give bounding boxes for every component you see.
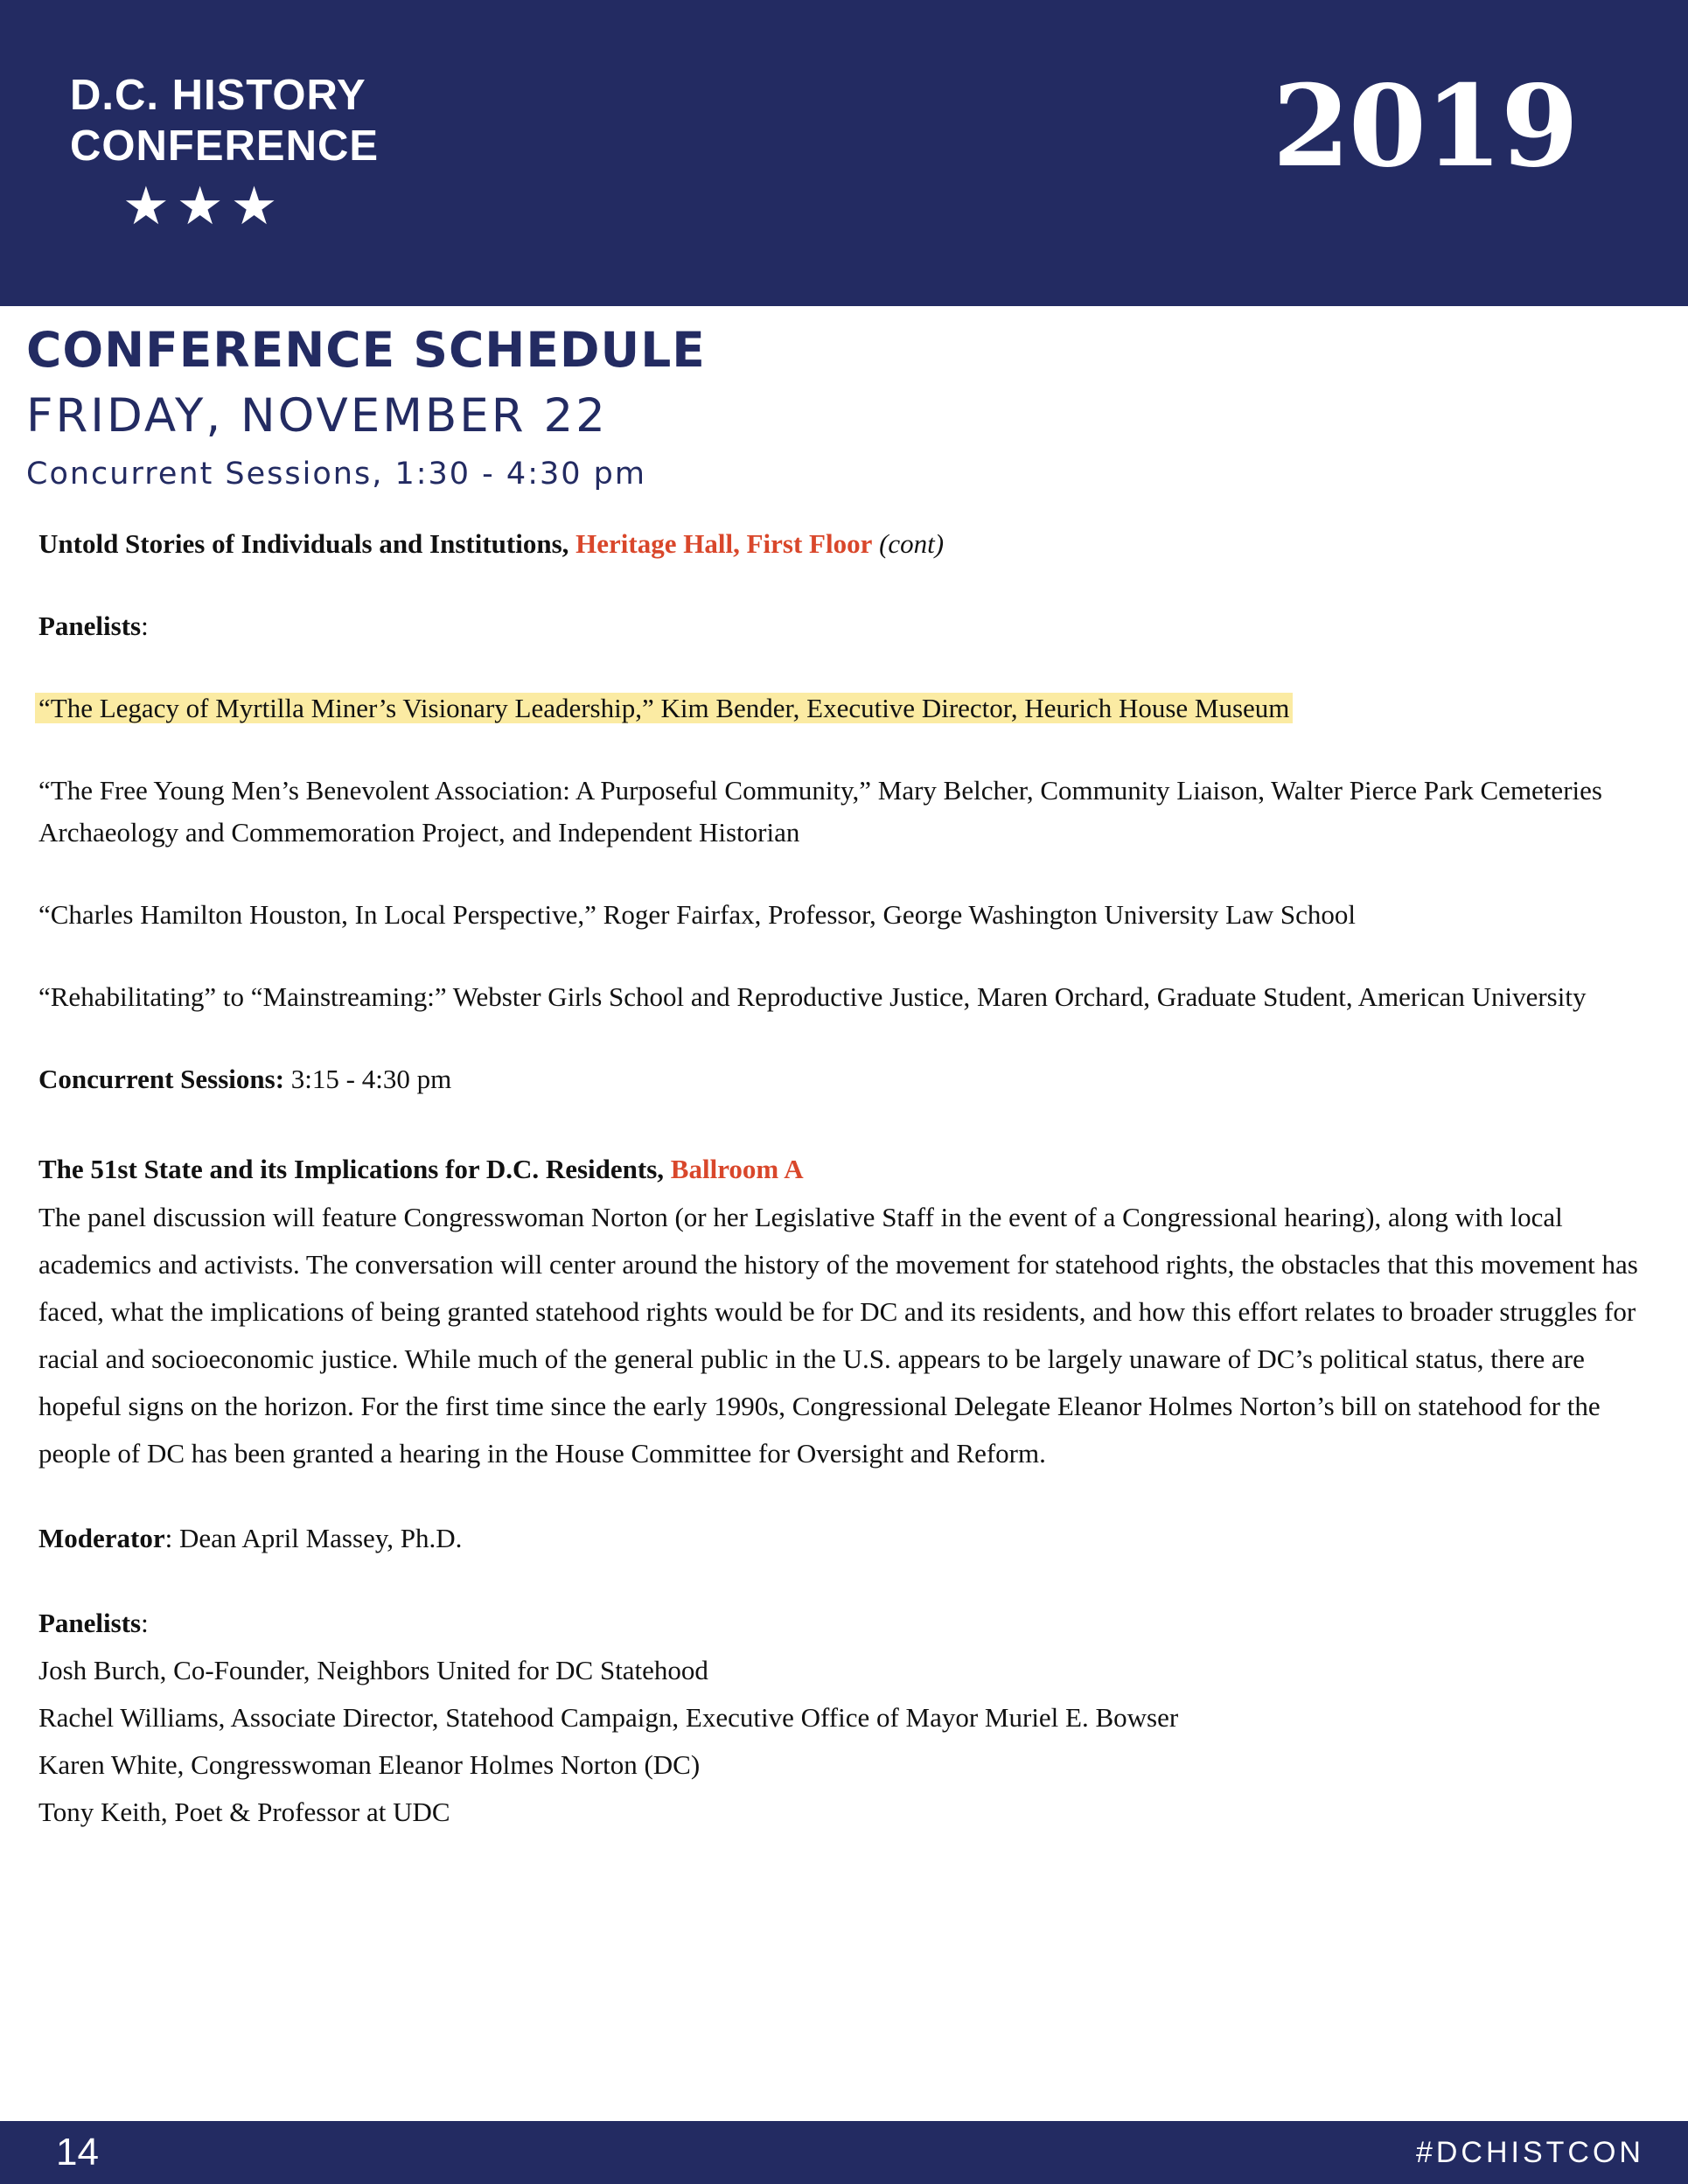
- panelist-entry: [38, 687, 1648, 729]
- footer-bar: [0, 2121, 1688, 2184]
- list-item: Karen White, Congresswoman Eleanor Holmes Norton (DC): [38, 1749, 701, 1780]
- hashtag: #DCHISTCON: [1415, 2136, 1644, 2169]
- list-item: Josh Burch, Co-Founder, Neighbors United for DC Statehood: [38, 1655, 708, 1685]
- list-item: Rachel Williams, Associate Director, Statehood Campaign, Executive Office of Mayor Muriel E. Bowser: [38, 1702, 1179, 1733]
- panelists-list: [38, 1600, 1648, 1836]
- session-heading: [38, 523, 1648, 565]
- conference-logo: [70, 70, 379, 233]
- panelist-entry: “The Free Young Men’s Benevolent Association: A Purposeful Community,” Mary Belcher, Community Liaison, Walter Pierce Park Cemeteries Archaeology and Commemoration Project, and Independent Historian: [38, 775, 1602, 848]
- schedule-titles: [26, 319, 706, 496]
- session-location: Ballroom A: [670, 1154, 804, 1184]
- stars-icon: ★★★: [122, 177, 285, 235]
- session-location: Heritage Hall, First Floor: [575, 528, 873, 559]
- highlighted-text: “The Legacy of Myrtilla Miner’s Visionary Leadership,” Kim Bender, Executive Director, Heurich House Museum: [35, 693, 1293, 723]
- year-title: 2019: [1272, 61, 1577, 192]
- session-title: Untold Stories of Individuals and Institutions,: [38, 528, 576, 559]
- page-number: 14: [56, 2131, 99, 2174]
- logo-line-2: CONFERENCE: [70, 122, 380, 170]
- panelist-entry: “Rehabilitating” to “Mainstreaming:” Webster Girls School and Reproductive Justice, Maren Orchard, Graduate Student, American University: [38, 981, 1587, 1012]
- logo-line-1: D.C. HISTORY: [70, 72, 366, 119]
- page-title: CONFERENCE SCHEDULE: [26, 322, 706, 378]
- sessions-subheading: Concurrent Sessions, 1:30 - 4:30 pm: [26, 457, 646, 492]
- session-heading: [38, 1148, 1648, 1190]
- header-banner: [0, 0, 1688, 306]
- list-item: Tony Keith, Poet & Professor at UDC: [38, 1797, 450, 1827]
- continued-note: (cont): [872, 528, 945, 559]
- session-description: The panel discussion will feature Congresswoman Norton (or her Legislative Staff in the event of a Congressional hearing), along with local academics and activists. The conversation will center around the history of the movement for statehood rights, the obstacles that this movement has faced, what the implications of being granted statehood rights would be for DC and its residents, and how this effort relates to broader struggles for racial and socioeconomic justice. While much of the general public in the U.S. appears to be largely unaware of DC’s political status, there are hopeful signs on the horizon. For the first time since the early 1990s, Congressional Delegate Eleanor Holmes Norton’s bill on statehood for the people of DC has been granted a hearing in the House Committee for Oversight and Reform.: [38, 1202, 1638, 1469]
- day-heading: FRIDAY, NOVEMBER 22: [26, 389, 608, 443]
- moderator: Moderator: Dean April Massey, Ph.D.: [38, 1523, 463, 1553]
- concurrent-sessions-time: Concurrent Sessions: 3:15 - 4:30 pm: [38, 1064, 452, 1094]
- session-title: The 51st State and its Implications for D.C. Residents,: [38, 1154, 671, 1184]
- panelists-heading: Panelists:: [38, 1608, 149, 1638]
- schedule-content: [38, 523, 1648, 1836]
- panelist-entry: “Charles Hamilton Houston, In Local Perspective,” Roger Fairfax, Professor, George Washington University Law School: [38, 899, 1357, 930]
- panelists-heading: Panelists:: [38, 611, 149, 641]
